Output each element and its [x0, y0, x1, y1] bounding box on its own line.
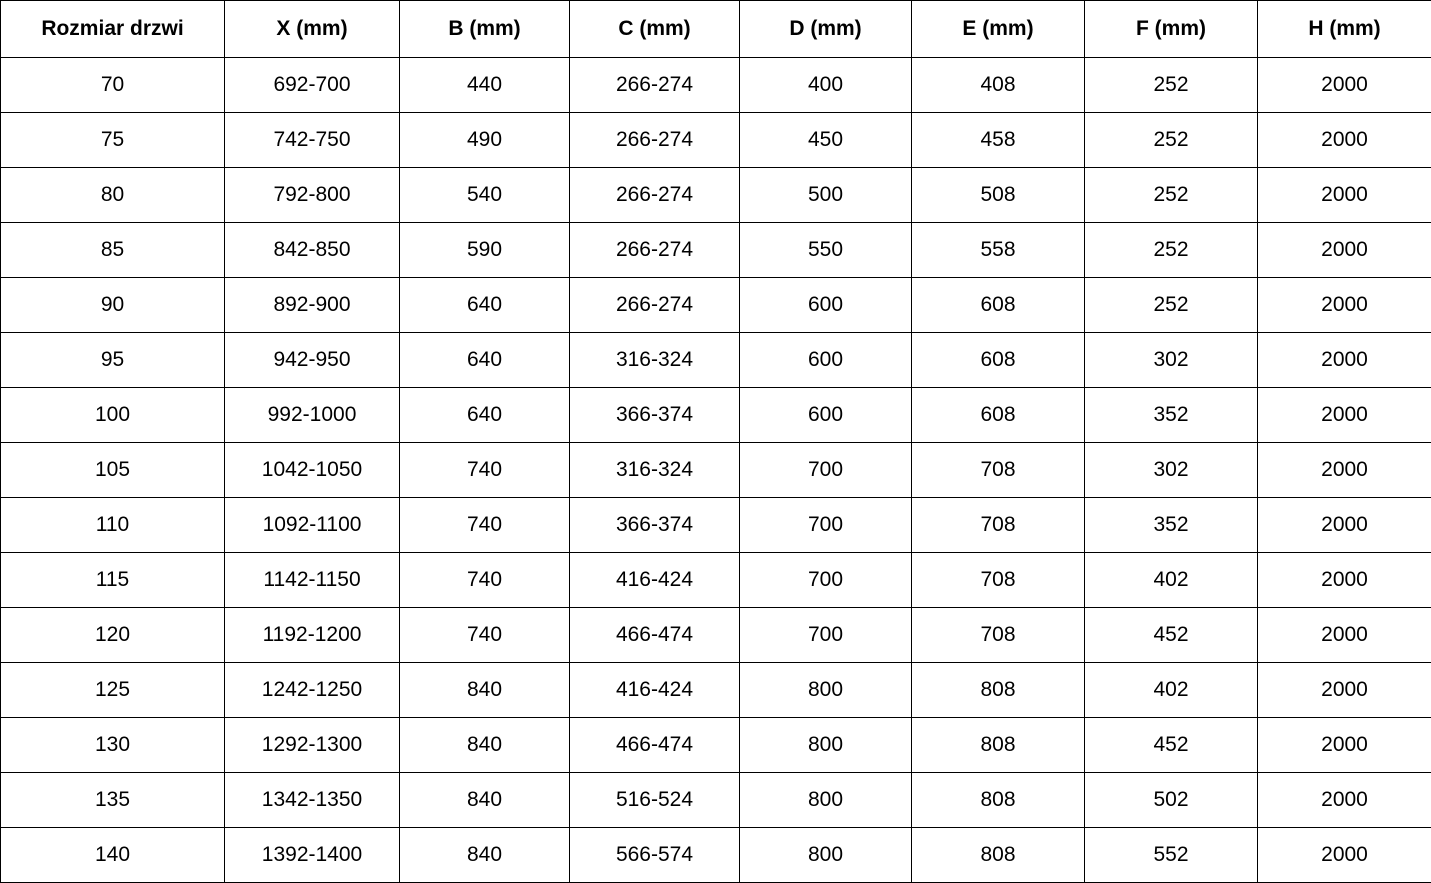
table-row — [1, 828, 1431, 883]
cell-f: 302 — [1085, 443, 1258, 498]
cell-f: 552 — [1085, 828, 1258, 883]
table-body — [1, 58, 1431, 883]
cell-c: 516-524 — [570, 773, 740, 828]
cell-d: 700 — [740, 498, 912, 553]
cell-b: 740 — [400, 443, 570, 498]
table-row — [1, 608, 1431, 663]
cell-h: 2000 — [1258, 333, 1431, 388]
header-row — [1, 1, 1431, 58]
cell-f: 252 — [1085, 223, 1258, 278]
cell-d: 600 — [740, 388, 912, 443]
cell-x: 1142-1150 — [225, 553, 400, 608]
table-row — [1, 553, 1431, 608]
cell-door-size: 135 — [1, 773, 225, 828]
cell-c: 416-424 — [570, 663, 740, 718]
cell-door-size: 105 — [1, 443, 225, 498]
cell-c: 416-424 — [570, 553, 740, 608]
cell-e: 608 — [912, 333, 1085, 388]
cell-h: 2000 — [1258, 553, 1431, 608]
cell-d: 550 — [740, 223, 912, 278]
column-header-d: D (mm) — [740, 1, 912, 58]
cell-d: 800 — [740, 718, 912, 773]
cell-d: 500 — [740, 168, 912, 223]
cell-x: 792-800 — [225, 168, 400, 223]
table-header — [1, 1, 1431, 58]
cell-c: 466-474 — [570, 718, 740, 773]
cell-h: 2000 — [1258, 388, 1431, 443]
cell-f: 252 — [1085, 278, 1258, 333]
table-row — [1, 498, 1431, 553]
cell-x: 1242-1250 — [225, 663, 400, 718]
cell-b: 440 — [400, 58, 570, 113]
column-header-f: F (mm) — [1085, 1, 1258, 58]
cell-f: 502 — [1085, 773, 1258, 828]
cell-door-size: 140 — [1, 828, 225, 883]
cell-c: 366-374 — [570, 388, 740, 443]
cell-e: 608 — [912, 388, 1085, 443]
cell-b: 640 — [400, 388, 570, 443]
cell-x: 742-750 — [225, 113, 400, 168]
table-row — [1, 443, 1431, 498]
table-row — [1, 663, 1431, 718]
cell-e: 708 — [912, 553, 1085, 608]
cell-door-size: 130 — [1, 718, 225, 773]
table-row — [1, 278, 1431, 333]
cell-door-size: 80 — [1, 168, 225, 223]
cell-b: 740 — [400, 553, 570, 608]
cell-e: 808 — [912, 828, 1085, 883]
cell-d: 800 — [740, 828, 912, 883]
cell-c: 566-574 — [570, 828, 740, 883]
cell-h: 2000 — [1258, 443, 1431, 498]
cell-f: 252 — [1085, 113, 1258, 168]
cell-f: 402 — [1085, 663, 1258, 718]
cell-e: 808 — [912, 663, 1085, 718]
cell-h: 2000 — [1258, 773, 1431, 828]
cell-x: 842-850 — [225, 223, 400, 278]
cell-door-size: 115 — [1, 553, 225, 608]
table-row — [1, 168, 1431, 223]
cell-h: 2000 — [1258, 58, 1431, 113]
table-row — [1, 113, 1431, 168]
cell-b: 740 — [400, 498, 570, 553]
cell-f: 252 — [1085, 168, 1258, 223]
cell-b: 640 — [400, 278, 570, 333]
cell-e: 558 — [912, 223, 1085, 278]
cell-e: 808 — [912, 773, 1085, 828]
cell-b: 840 — [400, 663, 570, 718]
cell-f: 252 — [1085, 58, 1258, 113]
column-header-b: B (mm) — [400, 1, 570, 58]
cell-door-size: 125 — [1, 663, 225, 718]
cell-d: 800 — [740, 663, 912, 718]
cell-door-size: 85 — [1, 223, 225, 278]
cell-h: 2000 — [1258, 113, 1431, 168]
cell-h: 2000 — [1258, 663, 1431, 718]
cell-c: 316-324 — [570, 333, 740, 388]
cell-c: 366-374 — [570, 498, 740, 553]
cell-x: 1042-1050 — [225, 443, 400, 498]
cell-d: 400 — [740, 58, 912, 113]
cell-h: 2000 — [1258, 223, 1431, 278]
cell-f: 452 — [1085, 608, 1258, 663]
cell-e: 608 — [912, 278, 1085, 333]
cell-x: 1342-1350 — [225, 773, 400, 828]
cell-b: 840 — [400, 773, 570, 828]
column-header-e: E (mm) — [912, 1, 1085, 58]
table-row — [1, 773, 1431, 828]
cell-door-size: 75 — [1, 113, 225, 168]
cell-d: 700 — [740, 553, 912, 608]
cell-b: 540 — [400, 168, 570, 223]
table-row — [1, 223, 1431, 278]
cell-f: 352 — [1085, 388, 1258, 443]
cell-b: 840 — [400, 718, 570, 773]
cell-b: 590 — [400, 223, 570, 278]
cell-x: 1192-1200 — [225, 608, 400, 663]
cell-x: 942-950 — [225, 333, 400, 388]
cell-door-size: 90 — [1, 278, 225, 333]
cell-d: 700 — [740, 443, 912, 498]
cell-e: 708 — [912, 498, 1085, 553]
cell-d: 800 — [740, 773, 912, 828]
cell-f: 352 — [1085, 498, 1258, 553]
column-header-rozmiar-drzwi: Rozmiar drzwi — [1, 1, 225, 58]
cell-h: 2000 — [1258, 608, 1431, 663]
column-header-h: H (mm) — [1258, 1, 1431, 58]
cell-d: 600 — [740, 278, 912, 333]
cell-c: 316-324 — [570, 443, 740, 498]
cell-b: 840 — [400, 828, 570, 883]
cell-c: 266-274 — [570, 278, 740, 333]
cell-e: 508 — [912, 168, 1085, 223]
cell-x: 692-700 — [225, 58, 400, 113]
cell-d: 450 — [740, 113, 912, 168]
cell-x: 1292-1300 — [225, 718, 400, 773]
cell-door-size: 120 — [1, 608, 225, 663]
table-row — [1, 333, 1431, 388]
cell-c: 466-474 — [570, 608, 740, 663]
cell-e: 458 — [912, 113, 1085, 168]
cell-x: 1092-1100 — [225, 498, 400, 553]
cell-d: 700 — [740, 608, 912, 663]
cell-b: 490 — [400, 113, 570, 168]
cell-x: 892-900 — [225, 278, 400, 333]
table-row — [1, 718, 1431, 773]
cell-x: 1392-1400 — [225, 828, 400, 883]
cell-e: 708 — [912, 608, 1085, 663]
column-header-c: C (mm) — [570, 1, 740, 58]
cell-e: 808 — [912, 718, 1085, 773]
cell-c: 266-274 — [570, 168, 740, 223]
cell-f: 402 — [1085, 553, 1258, 608]
cell-f: 452 — [1085, 718, 1258, 773]
cell-h: 2000 — [1258, 168, 1431, 223]
cell-c: 266-274 — [570, 113, 740, 168]
cell-door-size: 95 — [1, 333, 225, 388]
column-header-x: X (mm) — [225, 1, 400, 58]
table-row — [1, 58, 1431, 113]
cell-e: 708 — [912, 443, 1085, 498]
cell-e: 408 — [912, 58, 1085, 113]
cell-door-size: 70 — [1, 58, 225, 113]
cell-c: 266-274 — [570, 223, 740, 278]
cell-f: 302 — [1085, 333, 1258, 388]
cell-h: 2000 — [1258, 718, 1431, 773]
cell-door-size: 110 — [1, 498, 225, 553]
cell-x: 992-1000 — [225, 388, 400, 443]
cell-h: 2000 — [1258, 498, 1431, 553]
cell-b: 740 — [400, 608, 570, 663]
cell-h: 2000 — [1258, 278, 1431, 333]
table-row — [1, 388, 1431, 443]
cell-door-size: 100 — [1, 388, 225, 443]
cell-h: 2000 — [1258, 828, 1431, 883]
cell-d: 600 — [740, 333, 912, 388]
cell-b: 640 — [400, 333, 570, 388]
cell-c: 266-274 — [570, 58, 740, 113]
